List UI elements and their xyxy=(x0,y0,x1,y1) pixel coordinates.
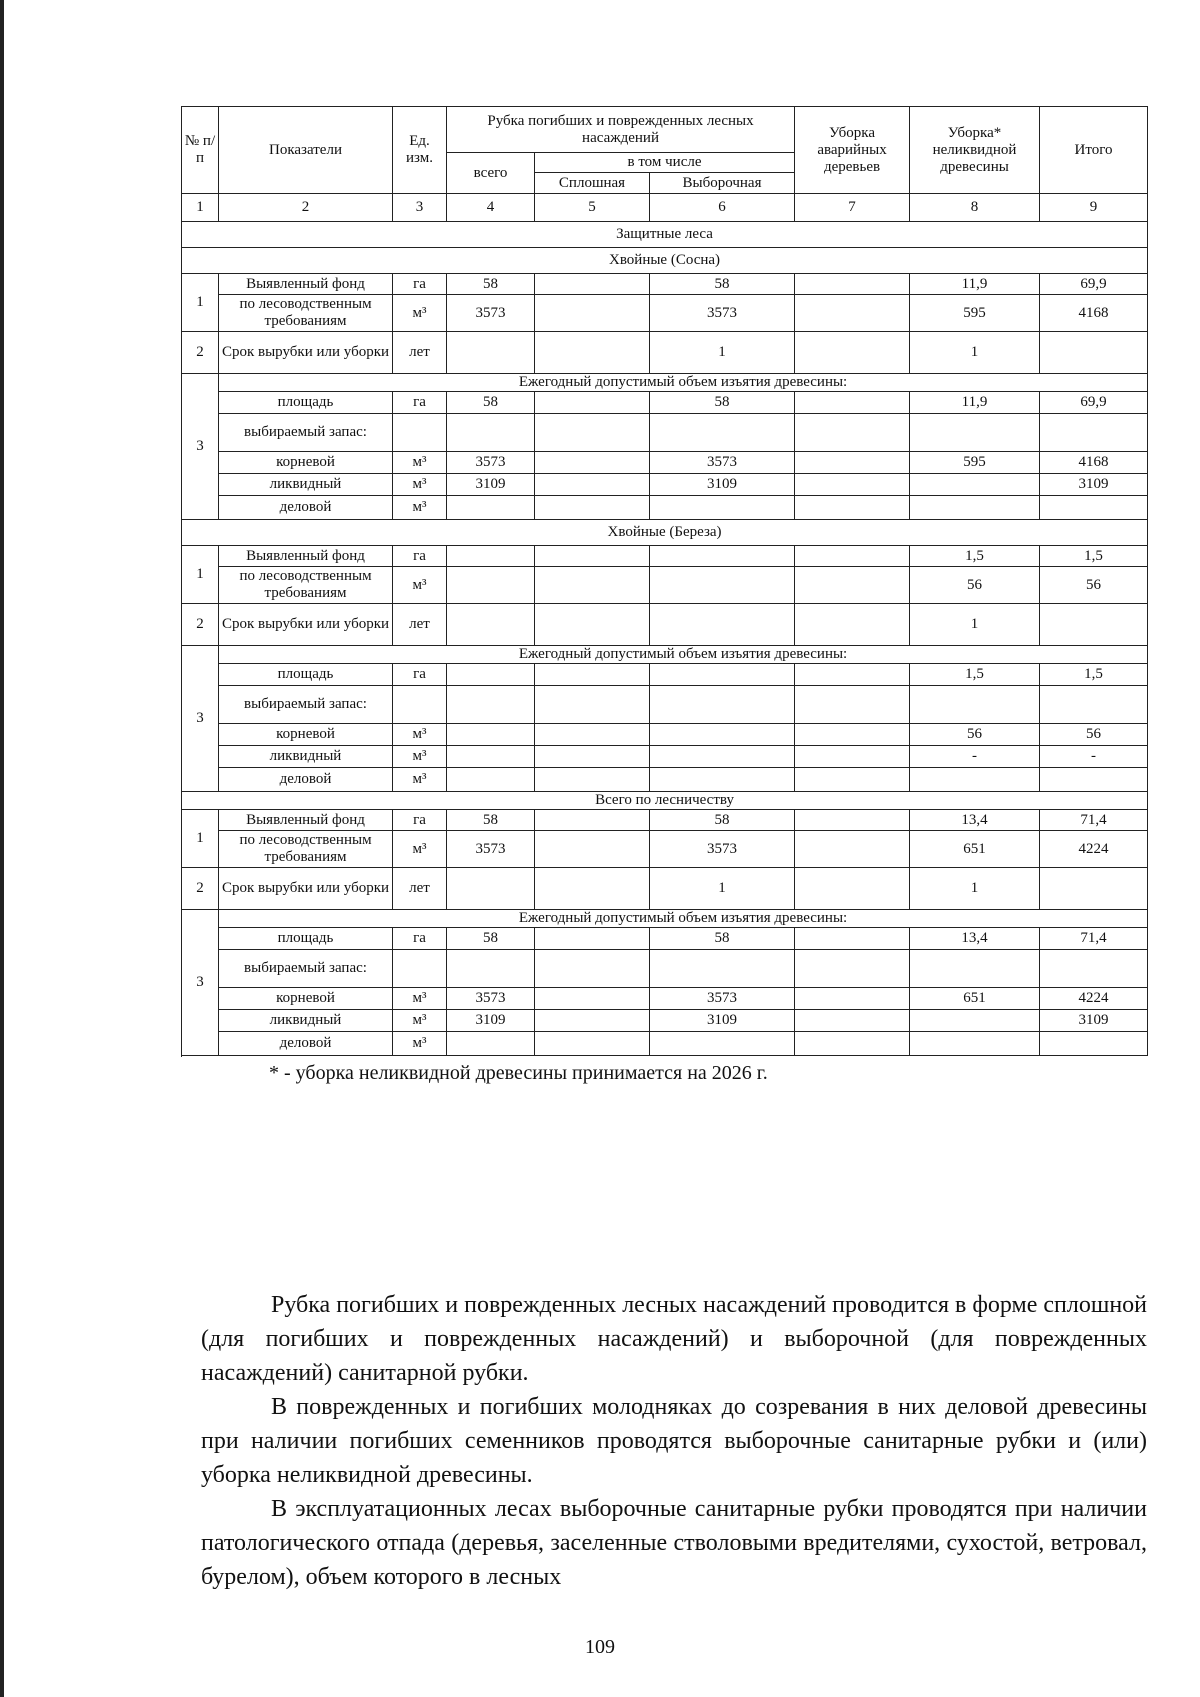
cell-c4 xyxy=(447,567,535,604)
cell-c8: 1,5 xyxy=(910,664,1040,686)
cell-c4 xyxy=(447,1032,535,1056)
col-num: 3 xyxy=(393,194,447,222)
header-clear: Сплошная xyxy=(535,173,650,194)
cell-c7 xyxy=(795,604,910,646)
page-number: 109 xyxy=(585,1636,615,1658)
cell-c8: - xyxy=(910,746,1040,768)
cell-c5 xyxy=(535,664,650,686)
cell-c6 xyxy=(650,768,795,792)
cell-c4: 3109 xyxy=(447,474,535,496)
unit: лет xyxy=(393,332,447,374)
cell-c4: 58 xyxy=(447,810,535,831)
unit: га xyxy=(393,392,447,414)
root-label: корневой xyxy=(219,452,393,474)
cell-c7 xyxy=(795,746,910,768)
cell-c8: 651 xyxy=(910,988,1040,1010)
unit: га xyxy=(393,546,447,567)
cell-c9: 69,9 xyxy=(1040,274,1148,295)
cell-c7 xyxy=(795,496,910,520)
annual-title: Ежегодный допустимый объем изъятия древесины: xyxy=(219,910,1148,928)
paragraph: В поврежденных и погибших молодняках до созревания в них деловой древесины при наличии погибших семенников проводятся выборочные санитарные рубки и (или) уборка неликвидной древесины. xyxy=(201,1394,1147,1488)
cell-c5 xyxy=(535,496,650,520)
cell-c7 xyxy=(795,332,910,374)
cell-c6: 58 xyxy=(650,274,795,295)
cell-c5 xyxy=(535,295,650,332)
header-emergency: Уборка аварийных деревьев xyxy=(795,107,910,194)
unit: м³ xyxy=(393,452,447,474)
cell-c5 xyxy=(535,567,650,604)
cell-c9: 3109 xyxy=(1040,1010,1148,1032)
unit: м³ xyxy=(393,988,447,1010)
fund-label-2: по лесоводственным требованиям xyxy=(219,831,393,868)
unit: га xyxy=(393,810,447,831)
cell-c4 xyxy=(447,546,535,567)
row-number: 1 xyxy=(182,810,219,868)
unit: га xyxy=(393,664,447,686)
row-number: 1 xyxy=(182,274,219,332)
cell-c4: 3573 xyxy=(447,831,535,868)
cell-c5 xyxy=(535,474,650,496)
cell-c6 xyxy=(650,746,795,768)
cell-c6 xyxy=(650,567,795,604)
row-number: 2 xyxy=(182,604,219,646)
page-edge xyxy=(0,0,4,1697)
row-number: 2 xyxy=(182,868,219,910)
cell-c9: 56 xyxy=(1040,567,1148,604)
cell-c8: 595 xyxy=(910,295,1040,332)
cell-c5 xyxy=(535,988,650,1010)
cell-c8: 56 xyxy=(910,724,1040,746)
col-num: 1 xyxy=(182,194,219,222)
col-num: 6 xyxy=(650,194,795,222)
fund-label: Выявленный фонд xyxy=(219,274,393,295)
business-label: деловой xyxy=(219,768,393,792)
cell-c9: 1,5 xyxy=(1040,546,1148,567)
cell-c6: 1 xyxy=(650,332,795,374)
cell-c9: - xyxy=(1040,746,1148,768)
cell-c8: 13,4 xyxy=(910,810,1040,831)
cell-c6: 3109 xyxy=(650,1010,795,1032)
cell-c8 xyxy=(910,1032,1040,1056)
cell-c6 xyxy=(650,604,795,646)
cell-c7 xyxy=(795,831,910,868)
cell-c6: 58 xyxy=(650,810,795,831)
cell-c4 xyxy=(447,332,535,374)
cell-c5 xyxy=(535,546,650,567)
cell-c6 xyxy=(650,664,795,686)
cell-c6: 1 xyxy=(650,868,795,910)
cell-c4 xyxy=(447,768,535,792)
col-num: 7 xyxy=(795,194,910,222)
area-label: площадь xyxy=(219,392,393,414)
body-text xyxy=(201,1288,1147,1594)
cell-c4 xyxy=(447,724,535,746)
cell-c7 xyxy=(795,810,910,831)
cell-c7 xyxy=(795,988,910,1010)
term-label: Срок вырубки или уборки xyxy=(219,604,393,646)
cell-c4 xyxy=(447,746,535,768)
cell-c8: 11,9 xyxy=(910,274,1040,295)
footnote: * - уборка неликвидной древесины принимается на 2026 г. xyxy=(269,1062,768,1084)
forest-category: Защитные леса xyxy=(182,222,1148,248)
header-illiquid: Уборка* неликвидной древесины xyxy=(910,107,1040,194)
section-title: Хвойные (Сосна) xyxy=(182,248,1148,274)
cell-c8: 1 xyxy=(910,332,1040,374)
cell-c9 xyxy=(1040,868,1148,910)
col-num: 5 xyxy=(535,194,650,222)
cell-c4: 3573 xyxy=(447,988,535,1010)
row-number: 3 xyxy=(182,374,219,520)
cell-c7 xyxy=(795,1010,910,1032)
cell-c8 xyxy=(910,474,1040,496)
cell-c8 xyxy=(910,496,1040,520)
business-label: деловой xyxy=(219,1032,393,1056)
cell-c6 xyxy=(650,724,795,746)
cell-c5 xyxy=(535,768,650,792)
cell-c9: 56 xyxy=(1040,724,1148,746)
cell-c6: 3573 xyxy=(650,452,795,474)
cell-c7 xyxy=(795,452,910,474)
cell-c9: 4224 xyxy=(1040,988,1148,1010)
cell-c4: 58 xyxy=(447,392,535,414)
cell-c4: 58 xyxy=(447,274,535,295)
stock-label: выбираемый запас: xyxy=(219,950,393,988)
cell-c5 xyxy=(535,724,650,746)
business-label: деловой xyxy=(219,496,393,520)
term-label: Срок вырубки или уборки xyxy=(219,332,393,374)
cell-c8: 1 xyxy=(910,868,1040,910)
unit: м³ xyxy=(393,768,447,792)
cell-c6: 3573 xyxy=(650,295,795,332)
liquid-label: ликвидный xyxy=(219,1010,393,1032)
section-title: Хвойные (Береза) xyxy=(182,520,1148,546)
cell-c5 xyxy=(535,868,650,910)
unit: га xyxy=(393,274,447,295)
root-label: корневой xyxy=(219,988,393,1010)
cell-c7 xyxy=(795,868,910,910)
area-label: площадь xyxy=(219,928,393,950)
cell-c7 xyxy=(795,724,910,746)
section-2 xyxy=(181,791,1148,1056)
header-sum: Итого xyxy=(1040,107,1148,194)
cell-c8: 56 xyxy=(910,567,1040,604)
cell-c9 xyxy=(1040,1032,1148,1056)
header-unit: Ед. изм. xyxy=(393,107,447,194)
cell-c7 xyxy=(795,392,910,414)
cell-c4 xyxy=(447,496,535,520)
sections xyxy=(181,247,1147,1056)
cell-c9 xyxy=(1040,768,1148,792)
cell-c9: 71,4 xyxy=(1040,810,1148,831)
cell-c9: 4168 xyxy=(1040,295,1148,332)
cell-c5 xyxy=(535,604,650,646)
area-label: площадь xyxy=(219,664,393,686)
header-indicators: Показатели xyxy=(219,107,393,194)
cell-c6 xyxy=(650,546,795,567)
cell-c5 xyxy=(535,746,650,768)
cell-c8: 595 xyxy=(910,452,1040,474)
cell-c7 xyxy=(795,928,910,950)
cell-c8: 1 xyxy=(910,604,1040,646)
cell-c7 xyxy=(795,664,910,686)
cell-c6: 58 xyxy=(650,392,795,414)
cell-c7 xyxy=(795,546,910,567)
annual-title: Ежегодный допустимый объем изъятия древесины: xyxy=(219,374,1148,392)
cell-c4 xyxy=(447,868,535,910)
cell-c9 xyxy=(1040,496,1148,520)
cell-c5 xyxy=(535,274,650,295)
stock-label: выбираемый запас: xyxy=(219,686,393,724)
cell-c8: 1,5 xyxy=(910,546,1040,567)
felling-table xyxy=(181,106,1148,248)
unit: м³ xyxy=(393,295,447,332)
cell-c9: 1,5 xyxy=(1040,664,1148,686)
cell-c5 xyxy=(535,452,650,474)
annual-title: Ежегодный допустимый объем изъятия древесины: xyxy=(219,646,1148,664)
cell-c5 xyxy=(535,810,650,831)
row-number: 3 xyxy=(182,910,219,1056)
cell-c5 xyxy=(535,928,650,950)
unit: м³ xyxy=(393,1032,447,1056)
row-number: 2 xyxy=(182,332,219,374)
term-label: Срок вырубки или уборки xyxy=(219,868,393,910)
cell-c9: 69,9 xyxy=(1040,392,1148,414)
liquid-label: ликвидный xyxy=(219,746,393,768)
stock-label: выбираемый запас: xyxy=(219,414,393,452)
unit: м³ xyxy=(393,496,447,520)
col-num: 4 xyxy=(447,194,535,222)
cell-c9: 71,4 xyxy=(1040,928,1148,950)
fund-label-2: по лесоводственным требованиям xyxy=(219,567,393,604)
fund-label: Выявленный фонд xyxy=(219,546,393,567)
cell-c6 xyxy=(650,496,795,520)
unit: м³ xyxy=(393,831,447,868)
cell-c9: 4224 xyxy=(1040,831,1148,868)
cell-c4: 3109 xyxy=(447,1010,535,1032)
cell-c9 xyxy=(1040,332,1148,374)
cell-c4 xyxy=(447,604,535,646)
header-no: № п/п xyxy=(182,107,219,194)
header-felling: Рубка погибших и поврежденных лесных насаждений xyxy=(447,107,795,153)
unit: лет xyxy=(393,604,447,646)
cell-c5 xyxy=(535,1010,650,1032)
unit: м³ xyxy=(393,474,447,496)
cell-c9 xyxy=(1040,604,1148,646)
column-numbers-row xyxy=(182,194,1148,222)
col-num: 2 xyxy=(219,194,393,222)
cell-c9: 4168 xyxy=(1040,452,1148,474)
root-label: корневой xyxy=(219,724,393,746)
col-num: 9 xyxy=(1040,194,1148,222)
cell-c8 xyxy=(910,1010,1040,1032)
unit: м³ xyxy=(393,1010,447,1032)
cell-c8: 651 xyxy=(910,831,1040,868)
unit: м³ xyxy=(393,746,447,768)
section-0 xyxy=(181,247,1148,520)
cell-c6: 3573 xyxy=(650,831,795,868)
header-selective: Выборочная xyxy=(650,173,795,194)
liquid-label: ликвидный xyxy=(219,474,393,496)
cell-c8: 11,9 xyxy=(910,392,1040,414)
fund-label-2: по лесоводственным требованиям xyxy=(219,295,393,332)
fund-label: Выявленный фонд xyxy=(219,810,393,831)
cell-c6 xyxy=(650,1032,795,1056)
cell-c7 xyxy=(795,295,910,332)
unit: лет xyxy=(393,868,447,910)
cell-c5 xyxy=(535,332,650,374)
header-total: всего xyxy=(447,153,535,194)
section-title: Всего по лесничеству xyxy=(182,792,1148,810)
unit: м³ xyxy=(393,567,447,604)
cell-c5 xyxy=(535,392,650,414)
cell-c8 xyxy=(910,768,1040,792)
cell-c5 xyxy=(535,1032,650,1056)
document-page xyxy=(181,106,1147,1085)
cell-c6: 3573 xyxy=(650,988,795,1010)
cell-c9: 3109 xyxy=(1040,474,1148,496)
cell-c6: 58 xyxy=(650,928,795,950)
row-number: 1 xyxy=(182,546,219,604)
unit: га xyxy=(393,928,447,950)
section-1 xyxy=(181,519,1148,792)
col-num: 8 xyxy=(910,194,1040,222)
cell-c7 xyxy=(795,768,910,792)
unit: м³ xyxy=(393,724,447,746)
cell-c6: 3109 xyxy=(650,474,795,496)
paragraph: Рубка погибших и поврежденных лесных насаждений проводится в форме сплошной (для погибших и поврежденных насаждений) и выборочной (для поврежденных насаждений) санитарной рубки. xyxy=(201,1292,1147,1386)
cell-c7 xyxy=(795,474,910,496)
cell-c7 xyxy=(795,1032,910,1056)
cell-c7 xyxy=(795,274,910,295)
row-number: 3 xyxy=(182,646,219,792)
cell-c4: 3573 xyxy=(447,295,535,332)
paragraph: В эксплуатационных лесах выборочные санитарные рубки проводятся при наличии патологического отпада (деревья, заселенные стволовыми вредителями, сухостой, ветровал, бурелом), объем которого в лесных xyxy=(201,1496,1147,1590)
cell-c5 xyxy=(535,831,650,868)
cell-c7 xyxy=(795,567,910,604)
cell-c4: 58 xyxy=(447,928,535,950)
cell-c8: 13,4 xyxy=(910,928,1040,950)
cell-c4: 3573 xyxy=(447,452,535,474)
header-including: в том числе xyxy=(535,153,795,173)
cell-c4 xyxy=(447,664,535,686)
